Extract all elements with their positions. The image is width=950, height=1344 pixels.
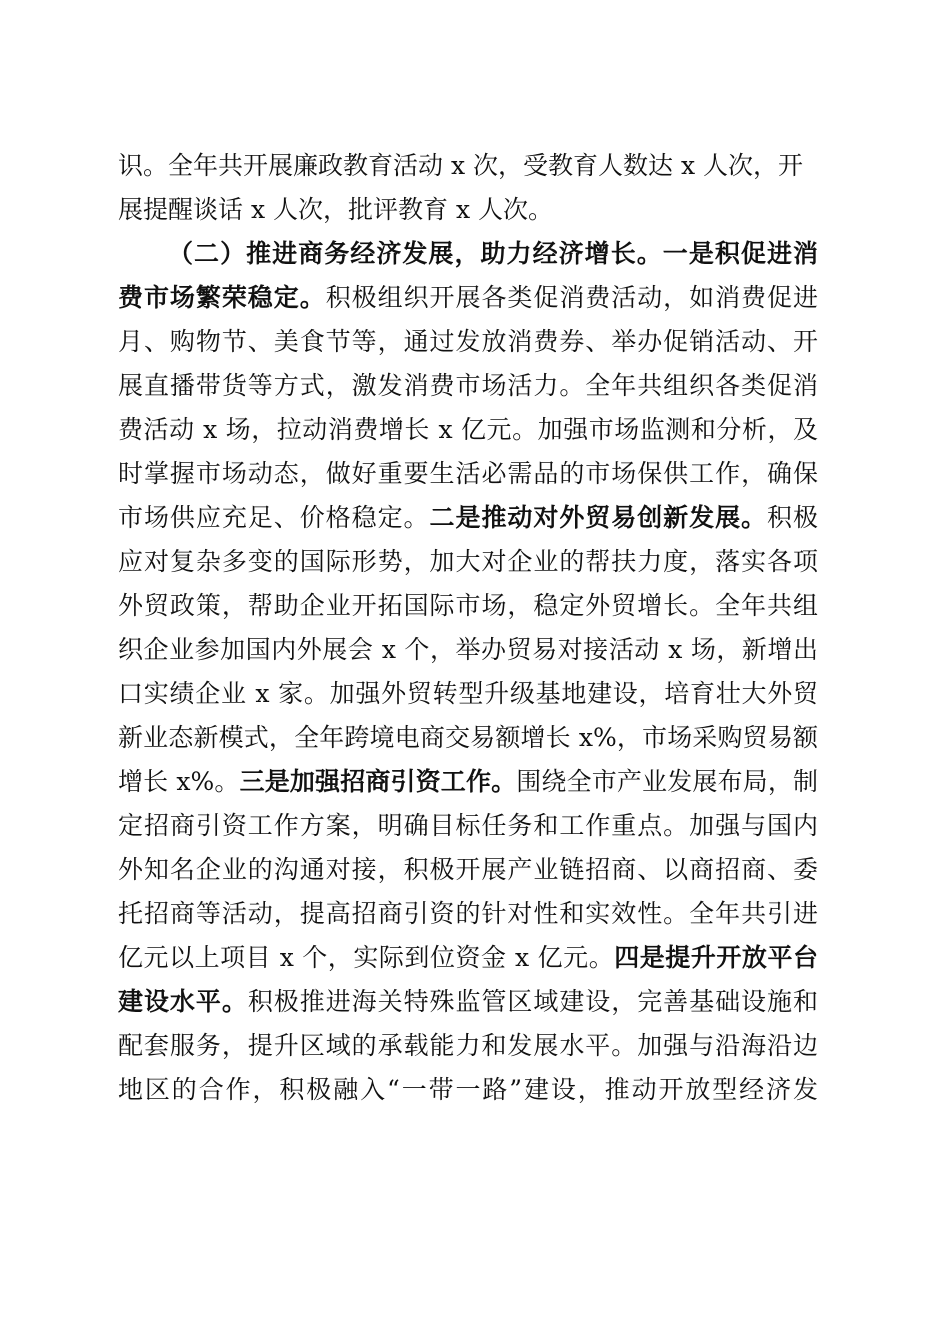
bold-text-run: 二是推动对外贸易创新发展。 [429, 503, 768, 532]
text-run: 积极 [767, 503, 818, 532]
text-run: 时掌握市场动态，做好重要生活必需品的市场保供工作，确保 [118, 459, 818, 488]
text-line [118, 936, 818, 980]
text-line [118, 716, 818, 760]
text-run: 围绕全市产业发展布局，制 [516, 767, 818, 796]
text-line [118, 1024, 818, 1068]
text-run: 口实绩企业 x 家。加强外贸转型升级基地建设，培育壮大外贸 [118, 679, 818, 708]
text-line [118, 364, 818, 408]
text-run: 费活动 x 场，拉动消费增长 x 亿元。加强市场监测和分析，及 [118, 415, 818, 444]
text-line [118, 628, 818, 672]
text-line [118, 540, 818, 584]
text-run: 增长 x%。 [118, 767, 240, 796]
text-run: 展直播带货等方式，激发消费市场活力。全年共组织各类促消 [118, 371, 818, 400]
text-line [118, 144, 818, 188]
text-line [118, 672, 818, 716]
text-run: 积极组织开展各类促消费活动，如消费促进 [325, 283, 818, 312]
text-run: 识。全年共开展廉政教育活动 x 次，受教育人数达 x 人次，开 [118, 151, 803, 180]
text-run: 积极推进海关特殊监管区域建设，完善基础设施和 [247, 987, 818, 1016]
text-run: 定招商引资工作方案，明确目标任务和工作重点。加强与国内 [118, 811, 818, 840]
text-line [118, 320, 818, 364]
text-run: 月、购物节、美食节等，通过发放消费券、举办促销活动、开 [118, 327, 818, 356]
bold-text-run: 建设水平。 [118, 987, 248, 1016]
text-run: 新业态新模式，全年跨境电商交易额增长 x%，市场采购贸易额 [118, 723, 818, 752]
text-run: 托招商等活动，提高招商引资的针对性和实效性。全年共引进 [118, 899, 818, 928]
section-heading-line [168, 232, 818, 276]
text-line [118, 760, 818, 804]
text-line [118, 276, 818, 320]
text-run: 外贸政策，帮助企业开拓国际市场，稳定外贸增长。全年共组 [118, 591, 818, 620]
text-line [118, 584, 818, 628]
text-run: 亿元以上项目 x 个，实际到位资金 x 亿元。 [118, 943, 615, 972]
text-line [118, 980, 818, 1024]
text-line [118, 496, 818, 540]
text-run: 应对复杂多变的国际形势，加大对企业的帮扶力度，落实各项 [118, 547, 818, 576]
text-run: 外知名企业的沟通对接，积极开展产业链招商、以商招商、委 [118, 855, 818, 884]
text-line [118, 408, 818, 452]
bold-text-run: 四是提升开放平台 [614, 943, 818, 972]
text-line [118, 1068, 818, 1112]
text-run: 配套服务，提升区域的承载能力和发展水平。加强与沿海沿边 [118, 1031, 818, 1060]
text-line [118, 848, 818, 892]
text-line [118, 804, 818, 848]
text-line [118, 452, 818, 496]
bold-text-run: 三是加强招商引资工作。 [239, 767, 517, 796]
text-run: 市场供应充足、价格稳定。 [118, 503, 430, 532]
text-line [118, 892, 818, 936]
text-run: 展提醒谈话 x 人次，批评教育 x 人次。 [118, 195, 553, 224]
text-run: 织企业参加国内外展会 x 个，举办贸易对接活动 x 场，新增出 [118, 635, 818, 664]
bold-text-run: （二）推进商务经济发展，助力经济增长。一是积促进消 [168, 239, 818, 268]
text-line [118, 188, 818, 232]
text-run: 地区的合作，积极融入“一带一路”建设，推动开放型经济发 [118, 1075, 818, 1104]
bold-text-run: 费市场繁荣稳定。 [118, 283, 326, 312]
